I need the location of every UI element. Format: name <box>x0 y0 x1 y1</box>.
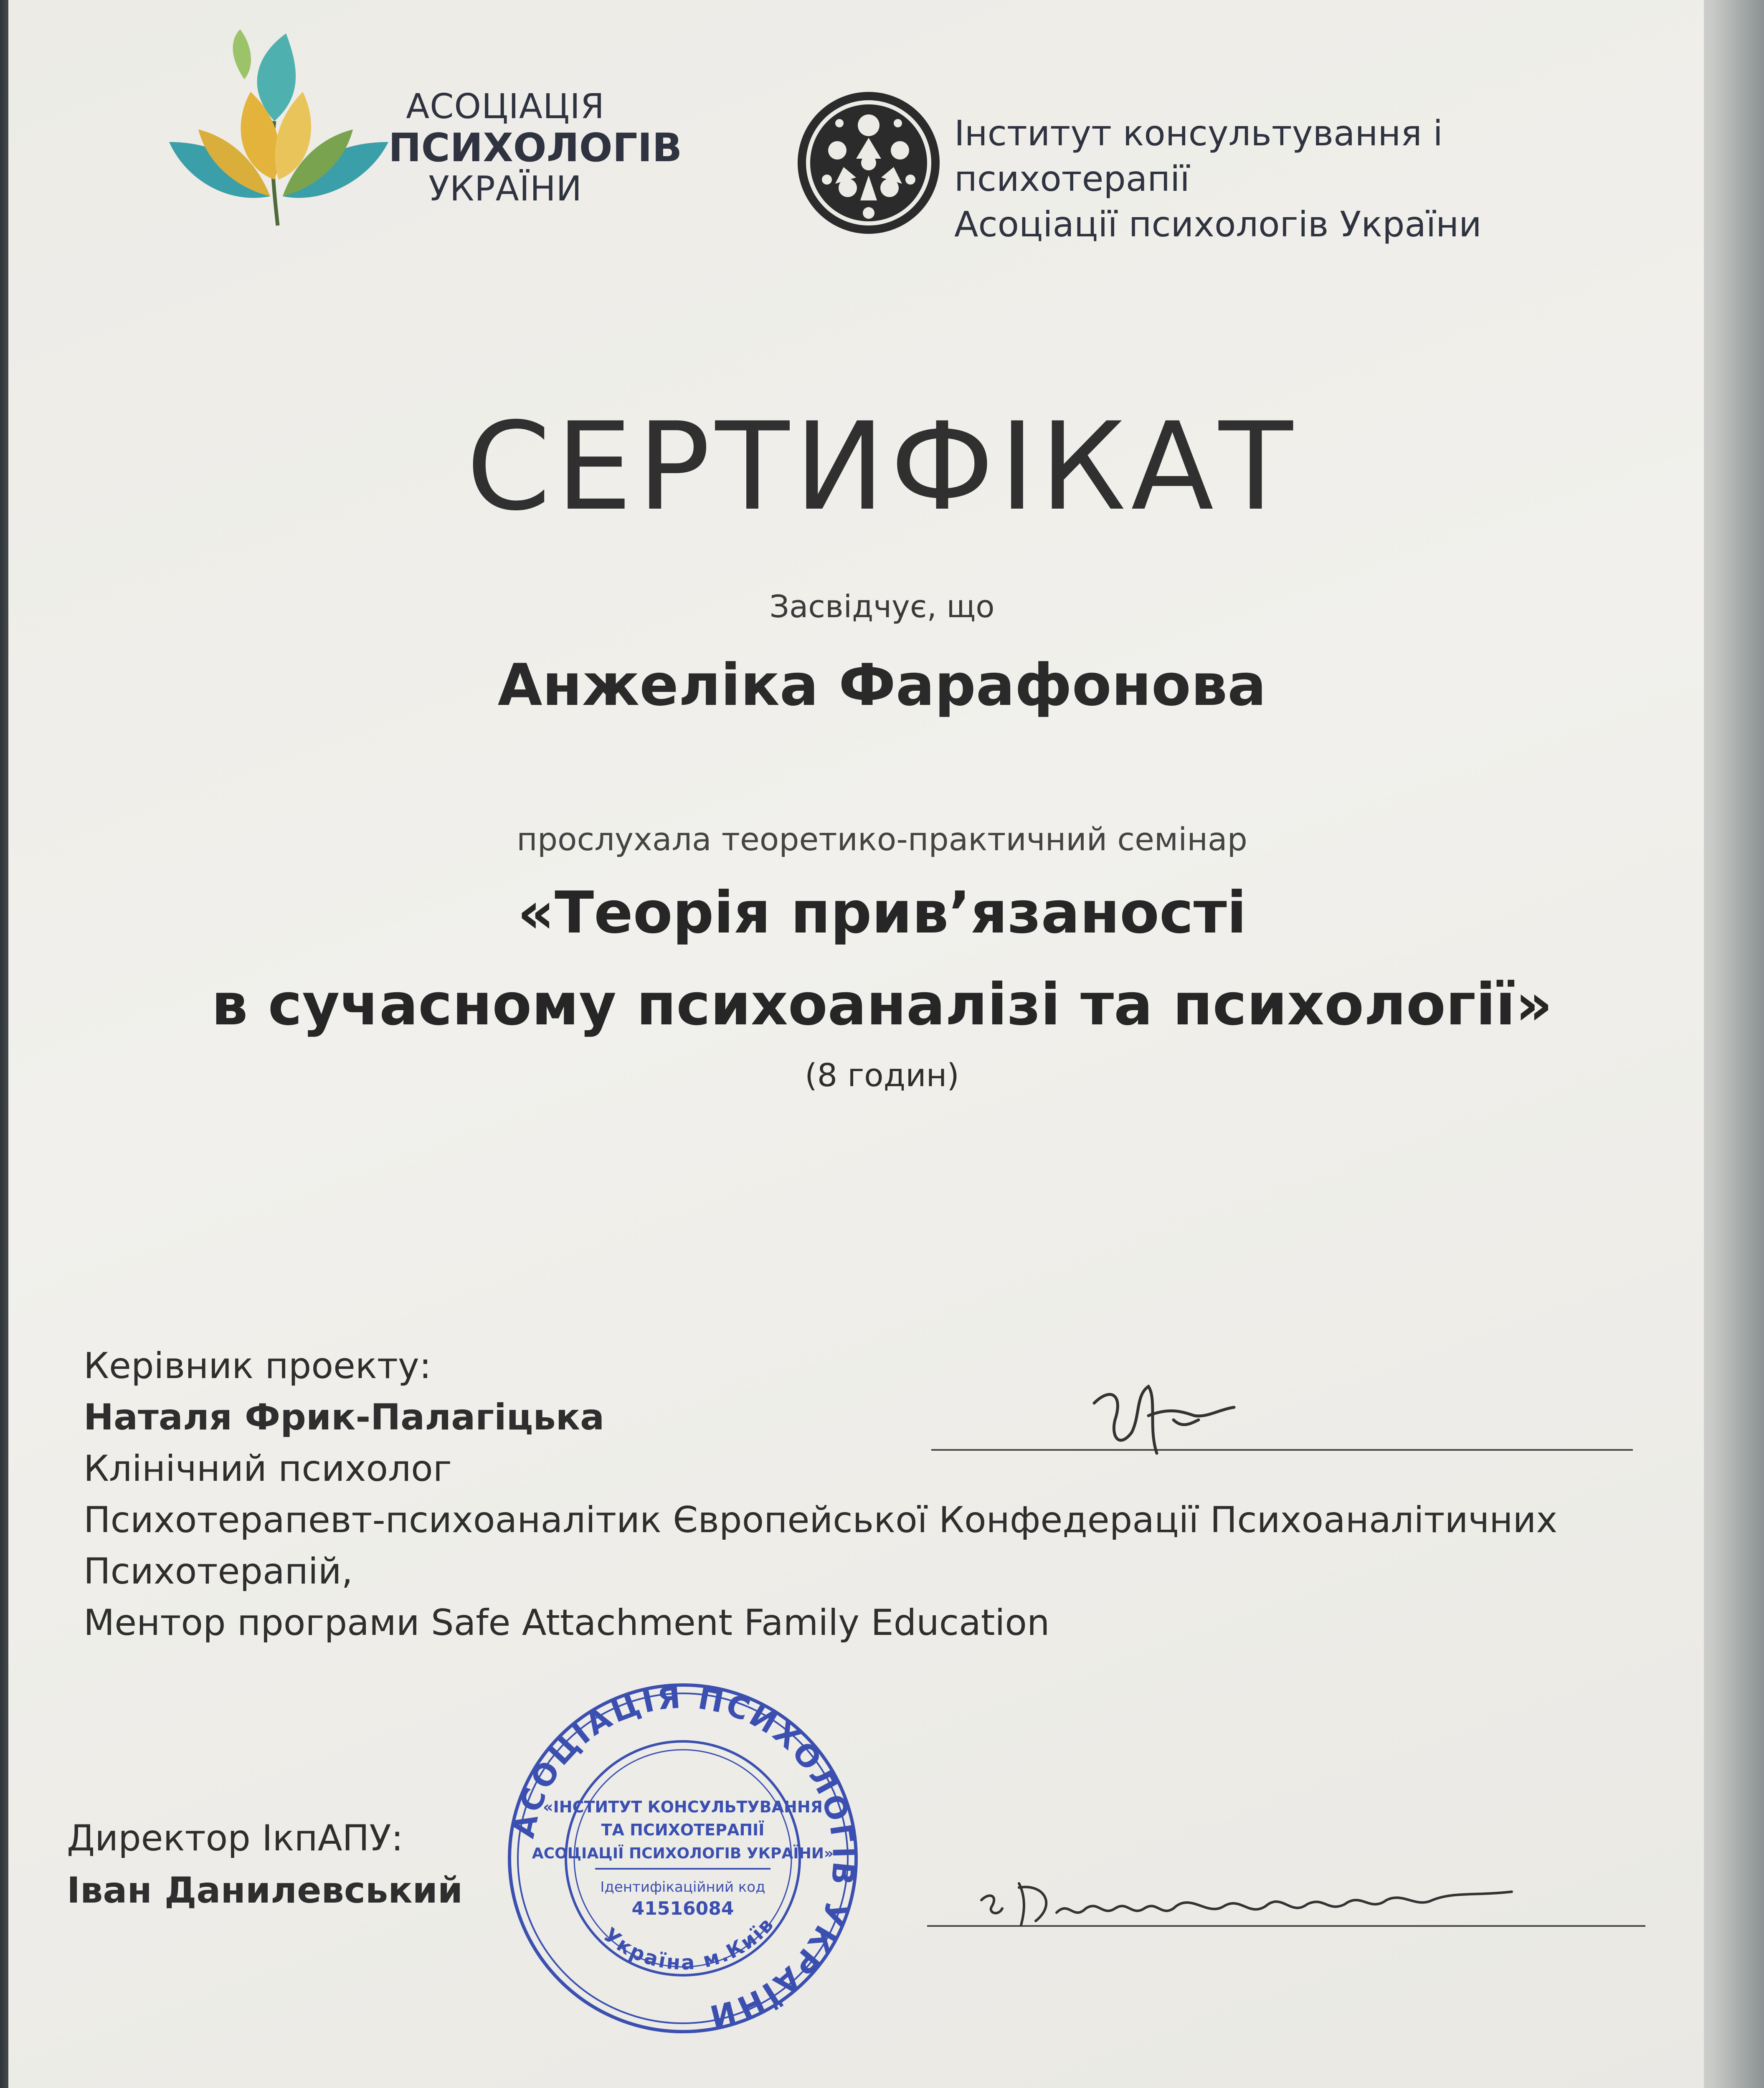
certificate-title: СЕРТИФІКАТ <box>466 397 1298 537</box>
director-name: Іван Данилевський <box>67 1869 463 1911</box>
director-block <box>67 1812 463 1916</box>
project-manager-signature <box>1086 1370 1244 1466</box>
association-name <box>388 87 682 209</box>
institute-name-line1: Інститут консультування і психотерапії <box>954 113 1443 200</box>
institute-name-line2: Асоціації психологів України <box>954 204 1482 245</box>
recipient-name: Анжеліка Фарафонова <box>497 651 1267 719</box>
association-lotus-logo <box>161 29 395 230</box>
project-manager-signature-line <box>931 1449 1633 1451</box>
svg-text:Україна м.Київ <box>599 1912 779 1975</box>
institute-emblem-logo <box>793 88 944 238</box>
stamp-ring-text: АСОЦІАЦІЯ ПСИХОЛОГІВ УКРАЇНИ <box>506 1679 862 2035</box>
stamp-center-line1: «ІНСТИТУТ КОНСУЛЬТУВАННЯ <box>543 1798 823 1816</box>
stamp-code: 41516084 <box>631 1898 734 1919</box>
listened-text: прослухала теоретико-практичний семінар <box>517 821 1247 858</box>
certifies-text: Засвідчує, що <box>769 589 995 625</box>
project-manager-title4: Ментор програми Safe Attachment Family Education <box>84 1601 1050 1644</box>
project-manager-block <box>84 1340 1587 1649</box>
director-signature <box>973 1867 1524 1938</box>
stamp-bottom-text: Україна м.Київ <box>598 1912 779 1975</box>
stamp-center-line4: Ідентифікаційний код <box>600 1879 765 1895</box>
seminar-title-line1: «Теорія прив’язаності <box>517 879 1247 946</box>
stamp-center-line3: АСОЦІАЦІЇ ПСИХОЛОГІВ УКРАЇНИ» <box>532 1845 834 1862</box>
institute-name <box>954 111 1622 248</box>
association-name-line2: ПСИХОЛОГІВ <box>388 125 682 171</box>
project-manager-title2: Психотерапевт-психоаналітик Європейської Конфедерації Психоаналітичних <box>84 1499 1558 1541</box>
director-role: Директор ІкпАПУ: <box>67 1817 403 1859</box>
seminar-hours: (8 годин) <box>805 1057 959 1094</box>
project-manager-title1: Клінічний психолог <box>84 1447 452 1490</box>
project-manager-role: Керівник проекту: <box>84 1345 431 1387</box>
association-name-line1: АСОЦІАЦІЯ <box>406 87 605 127</box>
seminar-title-line2: в сучасному психоаналізі та психології» <box>211 971 1553 1038</box>
project-manager-title3: Психотерапій, <box>84 1550 353 1592</box>
project-manager-name: Наталя Фрик-Палагіцька <box>84 1396 605 1438</box>
official-stamp <box>503 1679 862 2038</box>
stamp-center-line2: ТА ПСИХОТЕРАПІЇ <box>601 1821 765 1839</box>
association-name-line3: УКРАЇНИ <box>428 169 582 209</box>
